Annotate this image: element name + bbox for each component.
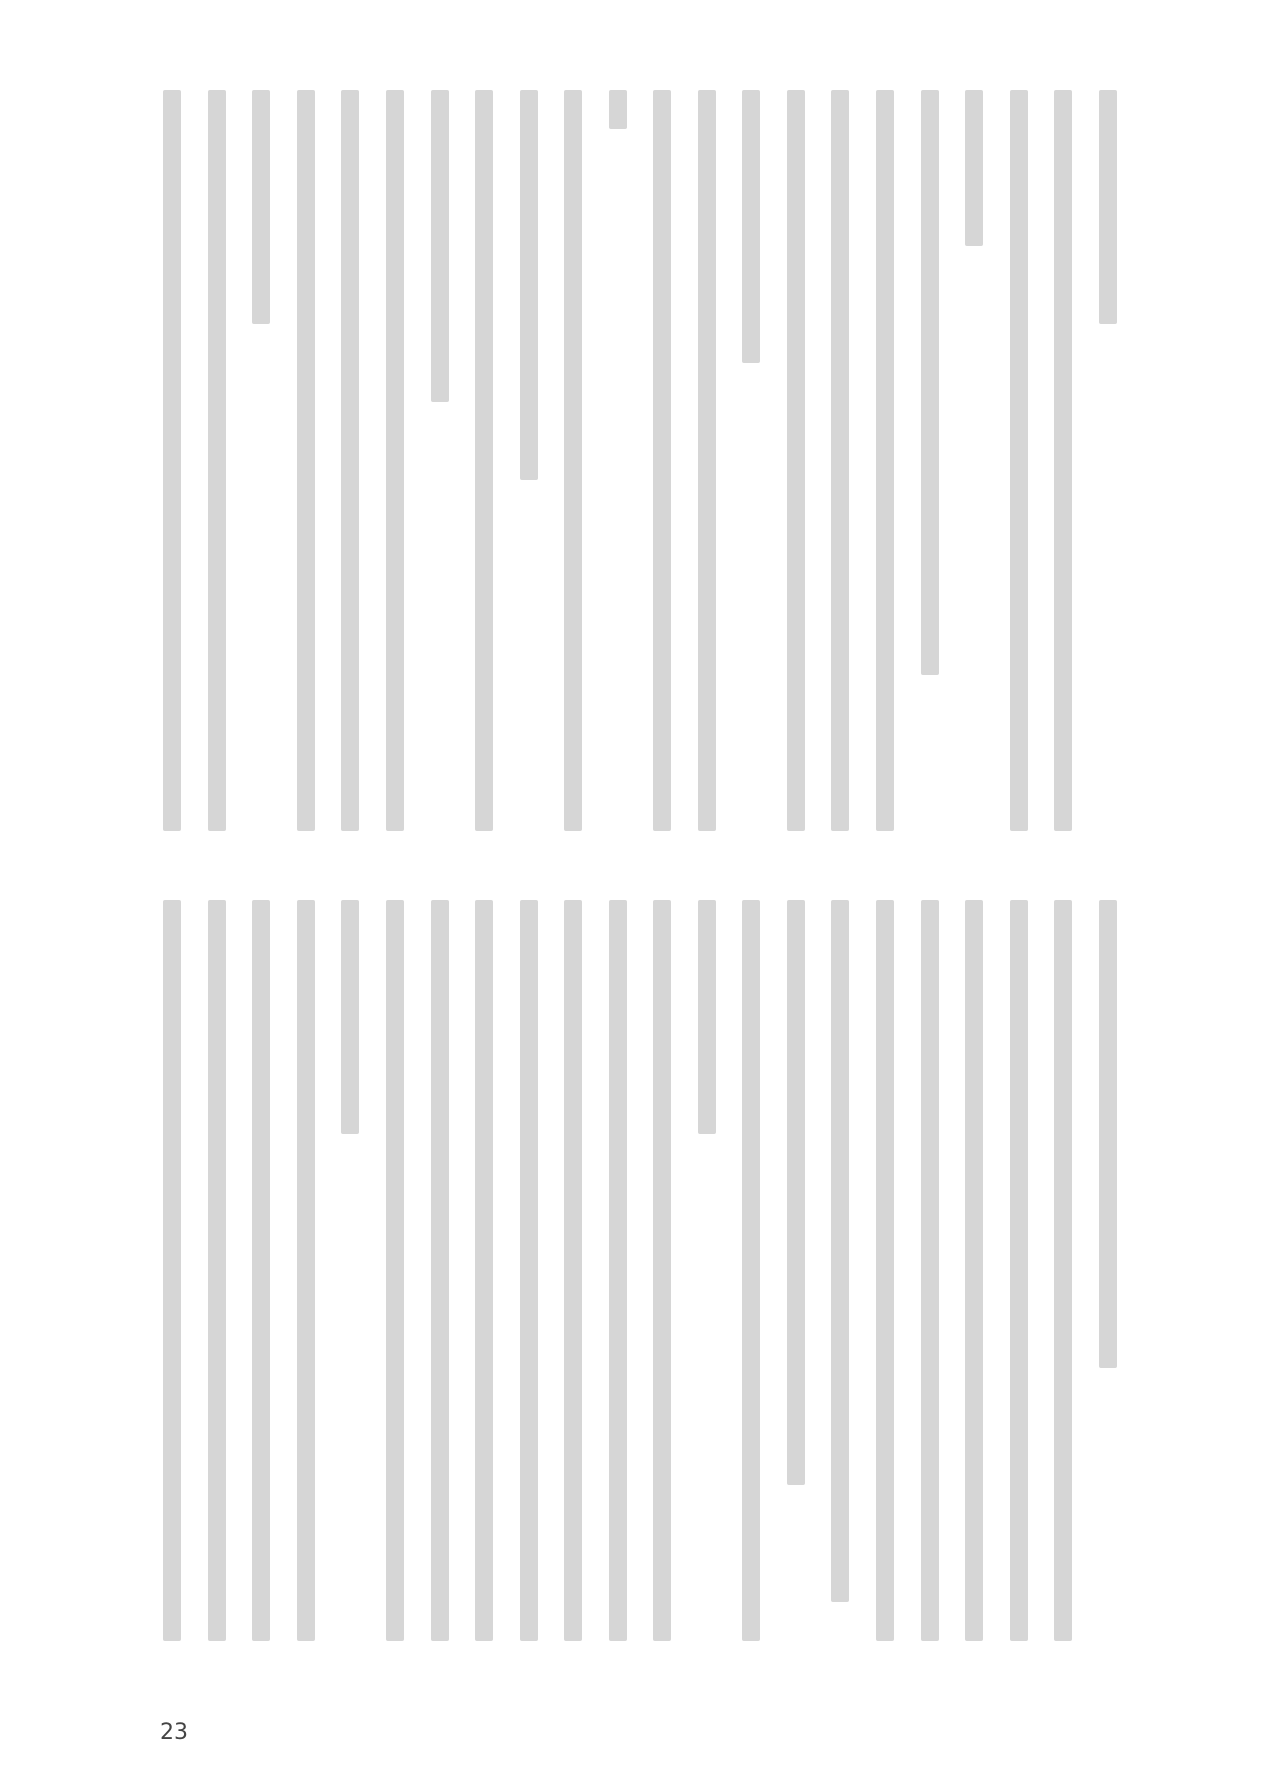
text-column-placeholder	[921, 90, 939, 675]
text-column-placeholder	[876, 90, 894, 831]
text-column-placeholder	[1099, 900, 1117, 1368]
text-column-placeholder	[520, 90, 538, 480]
text-column-placeholder	[520, 900, 538, 1641]
text-column-placeholder	[386, 900, 404, 1641]
text-column-placeholder	[609, 900, 627, 1641]
text-column-placeholder	[163, 90, 181, 831]
text-column-placeholder	[609, 90, 627, 129]
text-column-placeholder	[876, 900, 894, 1641]
text-column-placeholder	[431, 900, 449, 1641]
text-column-placeholder	[698, 90, 716, 831]
text-column-placeholder	[1099, 90, 1117, 324]
text-column-placeholder	[208, 90, 226, 831]
page-number: 23	[160, 1720, 188, 1745]
text-column-placeholder	[787, 90, 805, 831]
text-column-placeholder	[386, 90, 404, 831]
text-column-placeholder	[742, 90, 760, 363]
text-column-placeholder	[831, 90, 849, 831]
text-column-placeholder	[475, 900, 493, 1641]
text-column-placeholder	[653, 900, 671, 1641]
text-column-placeholder	[341, 900, 359, 1134]
text-column-placeholder	[965, 90, 983, 246]
upper-text-tier	[150, 90, 1130, 870]
text-column-placeholder	[297, 90, 315, 831]
text-column-placeholder	[698, 900, 716, 1134]
text-column-placeholder	[965, 900, 983, 1641]
text-column-placeholder	[653, 90, 671, 831]
text-column-placeholder	[1010, 90, 1028, 831]
text-column-placeholder	[163, 900, 181, 1641]
lower-text-tier	[150, 900, 1130, 1680]
text-column-placeholder	[1054, 90, 1072, 831]
text-column-placeholder	[1054, 900, 1072, 1641]
text-column-placeholder	[208, 900, 226, 1641]
text-column-placeholder	[1010, 900, 1028, 1641]
text-column-placeholder	[831, 900, 849, 1602]
text-column-placeholder	[475, 90, 493, 831]
text-column-placeholder	[252, 90, 270, 324]
text-column-placeholder	[564, 90, 582, 831]
text-column-placeholder	[921, 900, 939, 1641]
text-column-placeholder	[564, 900, 582, 1641]
text-column-placeholder	[431, 90, 449, 402]
text-column-placeholder	[297, 900, 315, 1641]
text-column-placeholder	[252, 900, 270, 1641]
text-column-placeholder	[341, 90, 359, 831]
text-column-placeholder	[787, 900, 805, 1485]
text-column-placeholder	[742, 900, 760, 1641]
